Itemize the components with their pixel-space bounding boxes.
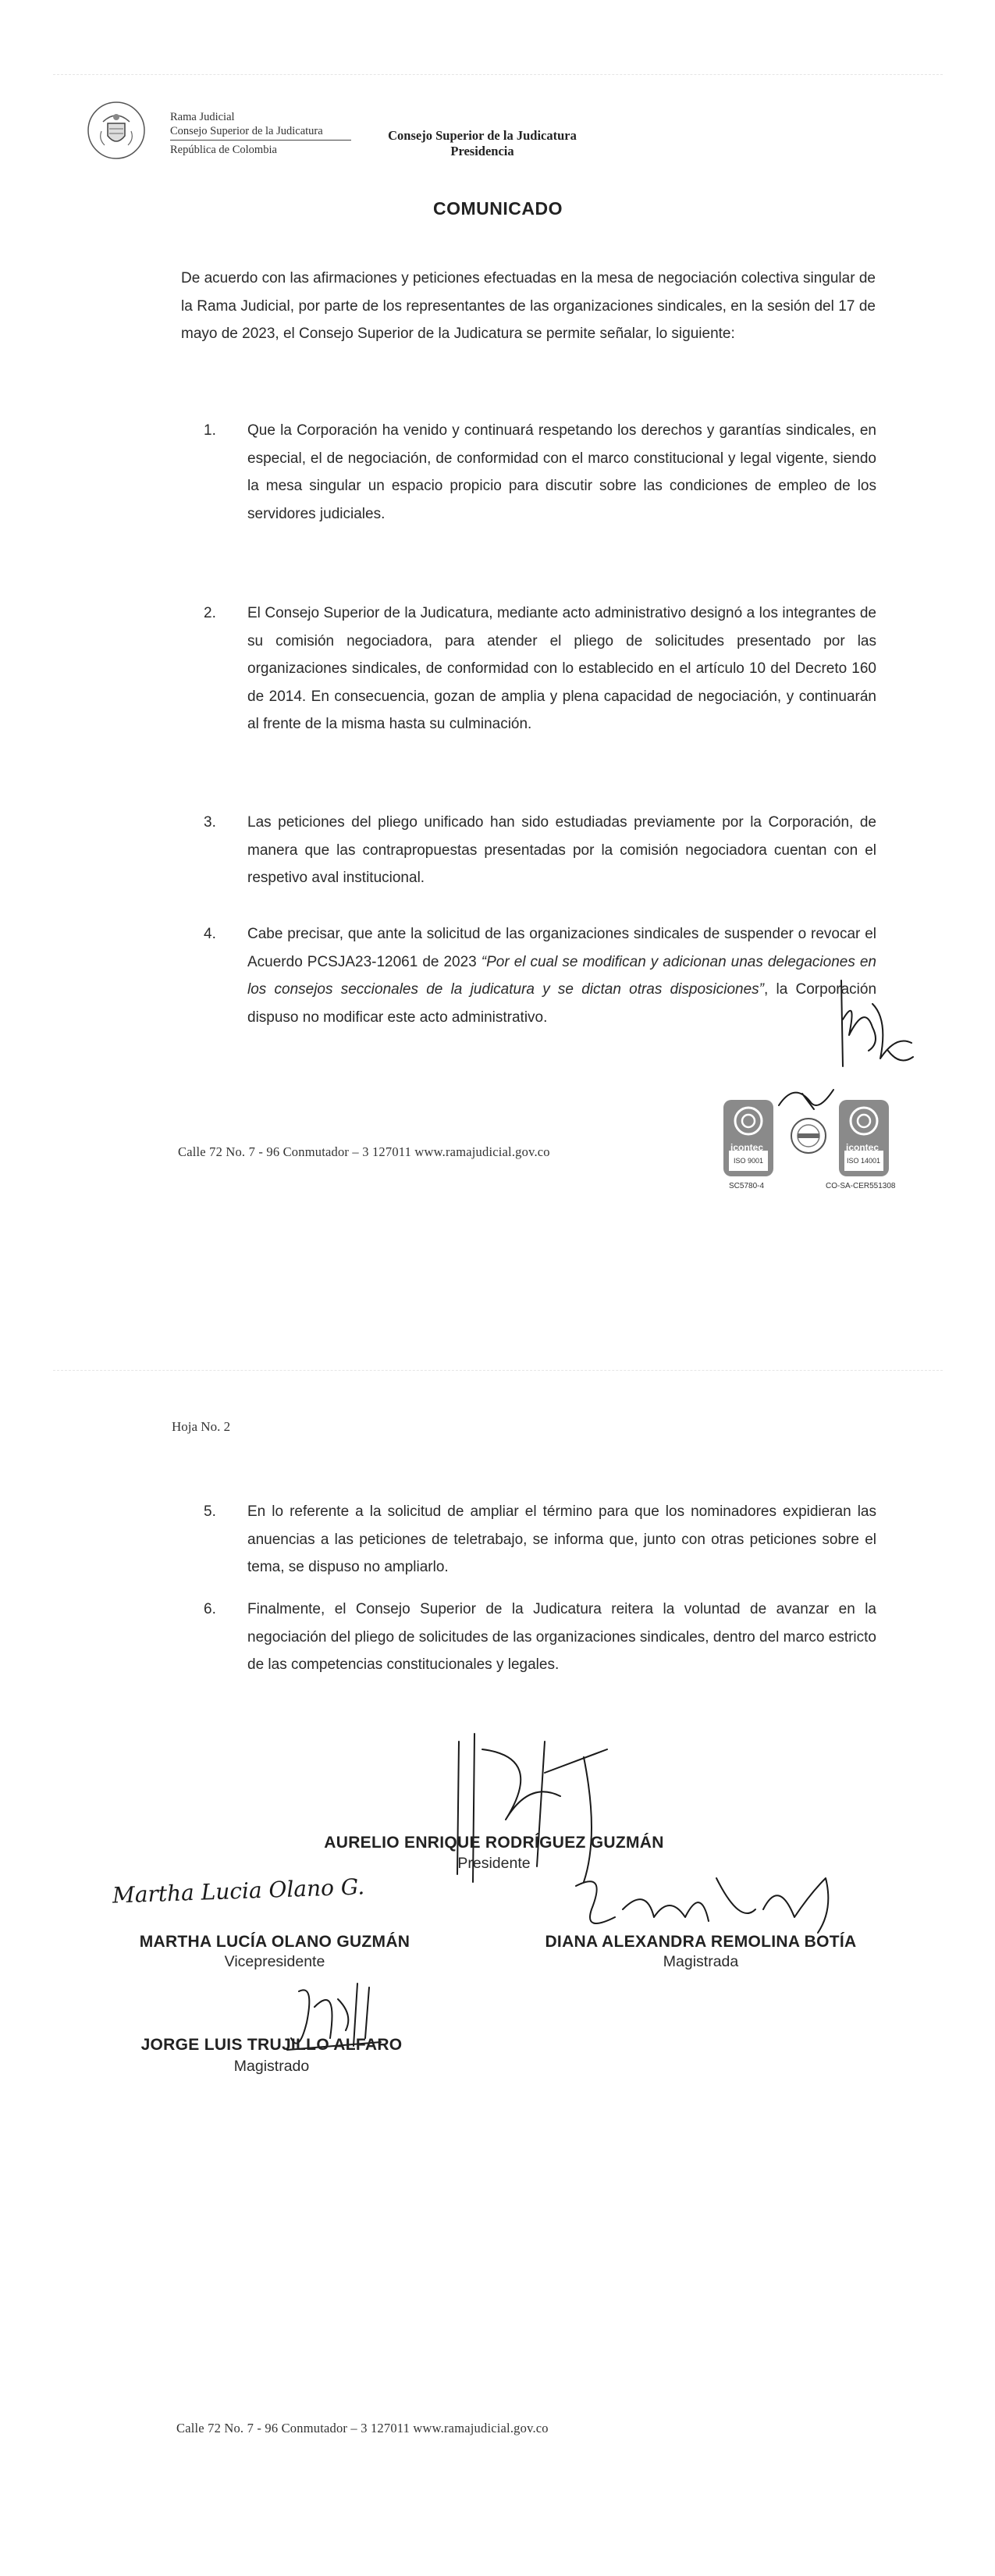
- list-item-text: Finalmente, el Consejo Superior de la Judicatura reitera la voluntad de avanzar en la negociación del pliego de solicitudes de las organizaciones sindicales, dentro del marco estricto de las competencias constitucionales y legales.: [247, 1601, 876, 1673]
- list-item-number: 6.: [204, 1601, 216, 1617]
- letterhead-divider: [170, 140, 351, 141]
- icontec-iso9001-badge-icon: [723, 1099, 774, 1177]
- margin-initials-signature: [826, 973, 919, 1082]
- intro-paragraph: De acuerdo con las afirmaciones y peticiones efectuadas en la mesa de negociación colectiva singular de la Rama Judicial, por parte de los representantes de las organizaciones sindicales, en la sesión del 17 de mayo de 2023, el Consejo Superior de la Judicatura se permite señalar, lo siguiente:: [181, 270, 876, 342]
- document-page-1: [53, 74, 943, 1215]
- list-item-number: 2.: [204, 605, 216, 621]
- icontec-iso14001-badge-icon: [838, 1099, 890, 1177]
- page-number-label: Hoja No. 2: [172, 1419, 231, 1434]
- signatory-name: MARTHA LUCÍA OLANO GUZMÁN: [139, 1933, 410, 1951]
- list-item-text: El Consejo Superior de la Judicatura, mediante acto administrativo designó a los integrantes de su comisión negociadora, para atender el pliego de solicitudes presentado por las organizaciones sindicales, de conformidad con lo establecido en el artículo 10 del Decreto 160 de 2014. En consecuencia, gozan de amplia y plena capacidad de negociación, y continuarán al frente de la misma hasta su culminación.: [247, 605, 876, 732]
- letterhead-line-2: Consejo Superior de la Judicatura: [170, 125, 323, 137]
- page-footer: Calle 72 No. 7 - 96 Conmutador – 3 127011 www.ramajudicial.gov.co: [178, 1144, 550, 1159]
- list-item-text: Que la Corporación ha venido y continuará respetando los derechos y garantías sindicales, en especial, el de negociación, de conformidad con el marco constitucional y legal vigente, siendo la mesa singular un espacio propicio para discutir sobre las condiciones de empleo de los servidores judiciales.: [247, 422, 876, 522]
- list-item: [205, 417, 876, 528]
- signatory-role: Magistrado: [233, 2058, 310, 2075]
- signatory-role: Presidente: [457, 1855, 531, 1872]
- list-item-number: 1.: [204, 422, 216, 439]
- colombia-coat-of-arms-icon: [86, 100, 147, 161]
- cert-area-scribble: [771, 1078, 841, 1117]
- cert-iso-1: ISO 9001: [734, 1157, 764, 1165]
- letterhead-council: Consejo Superior de la Judicatura: [388, 128, 577, 143]
- signatory-role: Magistrada: [663, 1953, 739, 1970]
- cert-brand-2: icontec: [846, 1142, 880, 1153]
- list-item-text: Las peticiones del pliego unificado han sido estudiadas previamente por la Corporación, de manera que las contrapropuestas presentadas por la comisión negociadora cuentan con el respetivo aval institucional.: [247, 814, 876, 886]
- list-item-text: En lo referente a la solicitud de ampliar el término para que los nominadores expidieran las anuencias a las peticiones de teletrabajo, se informa que, junto con otras peticiones sobre el tema, se dispuso no ampliarlo.: [247, 1503, 876, 1575]
- cert-code-2: CO-SA-CER551308: [826, 1182, 896, 1190]
- letterhead-line-1: Rama Judicial: [170, 111, 235, 123]
- signatory-name: DIANA ALEXANDRA REMOLINA BOTÍA: [545, 1933, 857, 1951]
- cert-code-1: SC5780-4: [729, 1182, 765, 1190]
- signatory-name: AURELIO ENRIQUE RODRÍGUEZ GUZMÁN: [324, 1834, 664, 1852]
- list-item: [205, 809, 876, 892]
- cert-iso-2: ISO 14001: [847, 1157, 881, 1165]
- letterhead-country: República de Colombia: [170, 144, 277, 156]
- letterhead-office: Presidencia: [450, 144, 514, 158]
- list-item-number: 4.: [204, 926, 216, 942]
- list-item-number: 3.: [204, 814, 216, 831]
- signatory-role: Vicepresidente: [224, 1953, 325, 1970]
- page-footer: Calle 72 No. 7 - 96 Conmutador – 3 127011 www.ramajudicial.gov.co: [176, 2421, 549, 2435]
- list-item-text: [247, 920, 876, 1031]
- letterhead-organization: [170, 110, 323, 138]
- cert-brand-1: icontec: [730, 1142, 764, 1153]
- list-item: [205, 1498, 876, 1582]
- list-item-text-start: Cabe precisar, que ante la solicitud de las organizaciones sindicales de suspender o revocar el Acuerdo PCSJA23-12061 de 2023: [247, 926, 876, 970]
- letterhead-center: [381, 128, 584, 159]
- document-page-2: [53, 1370, 943, 2530]
- signatory-name: JORGE LUIS TRUJILLO ALFARO: [140, 2036, 403, 2054]
- document-title: COMUNICADO: [433, 198, 563, 219]
- list-item: [205, 1596, 876, 1679]
- list-item-number: 5.: [204, 1503, 216, 1520]
- list-item-text-end: , la Corporación dispuso no modificar este acto administrativo.: [247, 981, 877, 1026]
- agreement-title-italic: “Por el cual se modifican y adicionan unas delegaciones en los consejos seccionales de la judicatura y se dictan otras disposiciones”: [247, 953, 876, 998]
- list-item: [205, 920, 876, 1031]
- list-item: [205, 600, 876, 738]
- vicepresident-signature: Martha Lucia Olano G.: [112, 1873, 365, 1909]
- certification-seal-icon: [790, 1117, 827, 1155]
